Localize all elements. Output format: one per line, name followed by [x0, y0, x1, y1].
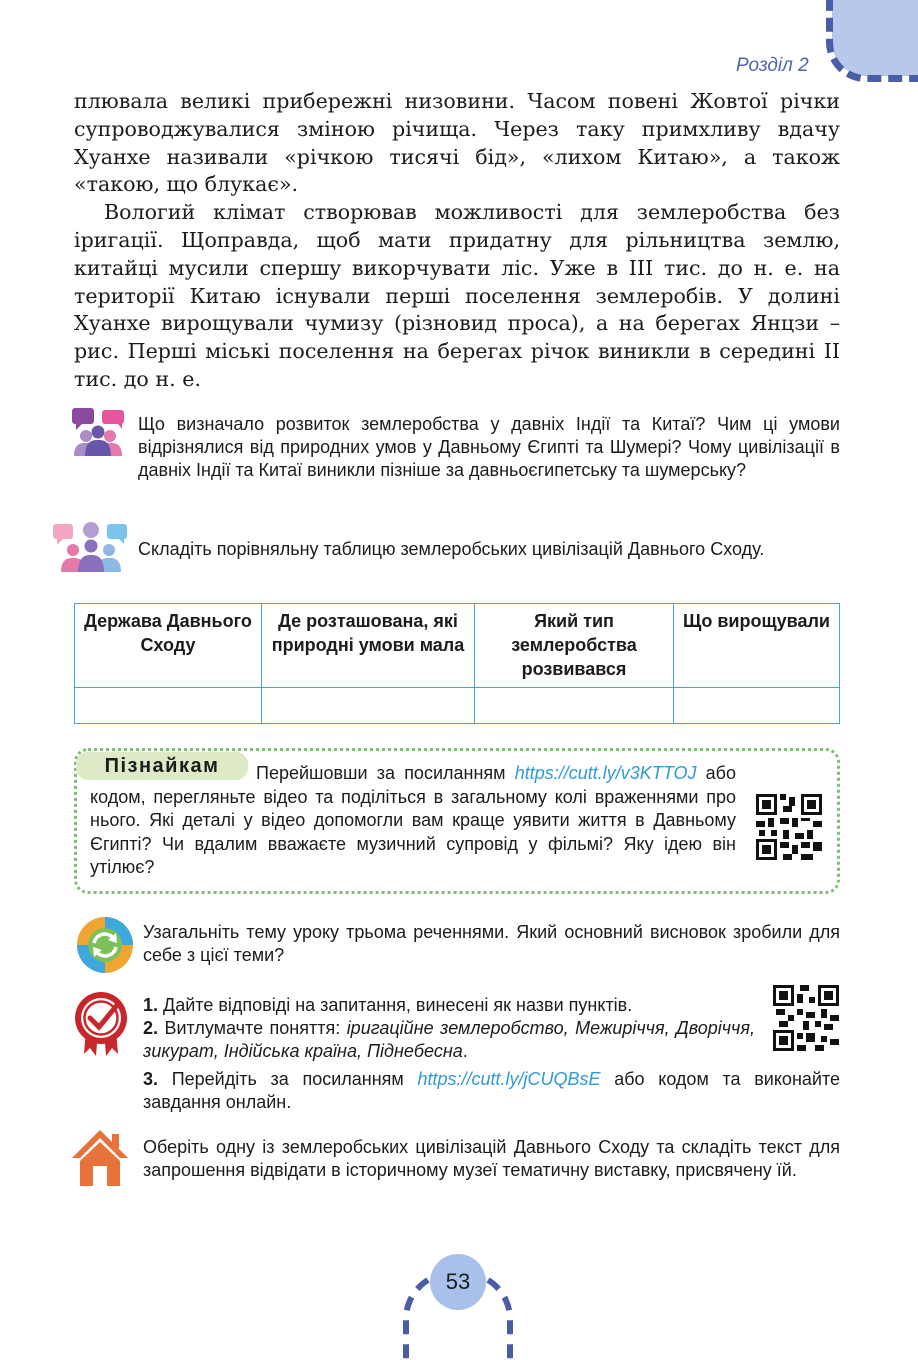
section-label: Розділ 2 — [736, 55, 809, 76]
home-task-text: Оберіть одну із землеробських цивілізацій Давнього Сходу та складіть текст для запрошення відвідати в історичному музеї тематичну виставку, присвячену їй. — [143, 1137, 840, 1180]
table-header-row — [75, 604, 840, 688]
learn-text — [90, 762, 736, 880]
learn-text-start: Перейшовши за посиланням — [256, 763, 515, 783]
check-items-1-2 — [143, 994, 755, 1063]
table-cell — [75, 688, 262, 724]
main-text — [74, 88, 840, 394]
qr-code-icon[interactable] — [756, 794, 822, 860]
check-item-1 — [143, 994, 755, 1017]
group-chat-icon — [53, 520, 129, 572]
comparison-table — [74, 603, 840, 724]
item-text: Перейдіть за посиланням — [158, 1069, 418, 1089]
online-task-link[interactable]: https://cutt.ly/jCUQBsE — [417, 1069, 601, 1089]
checkmark-badge-icon — [72, 990, 130, 1056]
item-number: 2. — [143, 1018, 159, 1038]
corner-dashed-decoration — [826, 0, 918, 82]
question-text: Що визначало розвиток землеробства у давніх Індії та Китаї? Чим ці умови відрізнялися від природних умов у Давньому Єгипті та Шумері? Чому цивілізації в давніх Індії та Китаї виникли пізніше за давньоєгипетську та шумерську? — [138, 414, 840, 480]
item-text: або кодом та виконайте завдання онлайн. — [143, 1069, 840, 1112]
table-cell — [475, 688, 674, 724]
video-link[interactable]: https://cutt.ly/v3KTTOJ — [514, 763, 697, 783]
item-number: 3. — [143, 1069, 159, 1089]
table-header-cell: Що вирощували — [674, 604, 840, 688]
table-header-cell: Де розташована, які природні умови мала — [262, 604, 475, 688]
item-number: 1. — [143, 995, 159, 1015]
table-header-cell: Який тип землеробства розвивався — [475, 604, 674, 688]
paragraph-1: плювала великі прибережні низовини. Часом повені Жовтої річки супроводжувалися зміною річища. Через таку примхливу вдачу Хуанхе називали «річкою тисячі бід», «лихом Китаю», а також «такою, що блукає». — [74, 89, 840, 197]
summary-text: Узагальніть тему уроку трьома реченнями. Який основний висновок зробили для себе з цієї теми? — [143, 922, 840, 965]
item-text: Дайте відповіді на запитання, винесені як назви пунктів. — [158, 995, 633, 1015]
table-row — [75, 688, 840, 724]
table-cell — [674, 688, 840, 724]
discussion-icon — [72, 408, 126, 456]
learn-text-end: або кодом, перегляньте відео та поділіться в загальному колі враженнями про нього. Які деталі у відео допомогли вам краще уявити життя в Давньому Єгипті? Чи вдалим вважаєте музичний супровід у фільмі? Яку ідею він утілює? — [90, 763, 736, 877]
table-cell — [262, 688, 475, 724]
terms-list: іригаційне землеробство, Межиріччя, Дворіччя, зикурат, Індійська країна, Піднебесна — [143, 1018, 755, 1061]
paragraph-2: Вологий клімат створював можливості для землеробства без іригації. Щоправда, щоб мати придатну для рільництва землю, китайці мусили спершу викорчувати ліс. Уже в ІІІ тис. до н. е. на території Китаю існували перші поселення землеробів. У долині Хуанхе вирощували чумизу (різновид проса), а на берегах Янцзи – рис. Перші міські поселення на берегах річок виникли в середині ІІ тис. до н. е. — [74, 200, 840, 391]
house-icon — [70, 1128, 130, 1188]
item-end: . — [462, 1041, 468, 1061]
task-text: Складіть порівняльну таблицю землеробських цивілізацій Давнього Сходу. — [138, 539, 765, 559]
refresh-cycle-icon — [76, 916, 134, 974]
table-header-cell: Держава Давнього Сходу — [75, 604, 262, 688]
item-text: Витлумачте поняття: — [158, 1018, 347, 1038]
check-item-3 — [143, 1068, 840, 1114]
page-number: 53 — [430, 1254, 486, 1310]
learn-tag: Пізнайкам — [76, 752, 248, 780]
check-item-2 — [143, 1017, 755, 1063]
qr-code-icon[interactable] — [773, 985, 839, 1051]
